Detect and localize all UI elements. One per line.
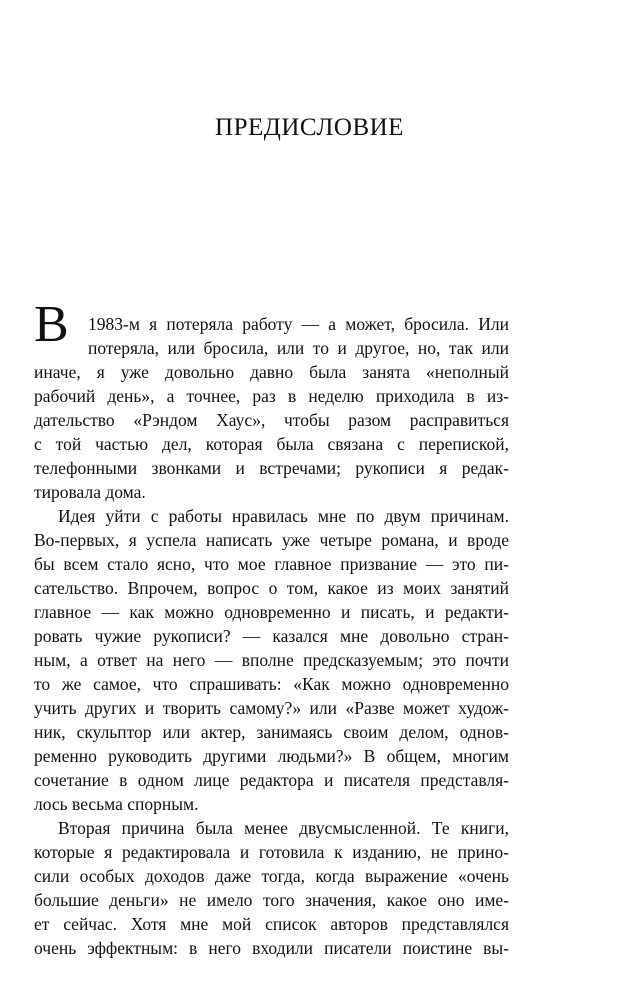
text-line: сочетание в одном лице редактора и писателя представля- <box>34 770 509 790</box>
text-line: главное — как можно одновременно и писать, и редакти- <box>34 602 509 622</box>
text-line: потеряла, или бросила, или то и другое, но, так или <box>88 338 509 358</box>
text-line: очень эффектным: в него входили писатели поистине вы- <box>34 938 509 958</box>
text-line: ник, скульптор или актер, занимаясь своим делом, однов- <box>34 722 509 742</box>
text-line: дательство «Рэндом Хаус», чтобы разом расправиться <box>34 410 509 430</box>
text-line: Идея уйти с работы нравилась мне по двум причинам. <box>58 506 509 526</box>
text-line: лось весьма спорным. <box>34 794 199 814</box>
text-line: с той частью дел, которая была связана с перепиской, <box>34 434 509 454</box>
text-line: бы всем стало ясно, что мое главное призвание — это пи- <box>34 554 509 574</box>
text-line: ременно руководить другими людьми?» В общем, многим <box>34 746 509 766</box>
text-line: которые я редактировала и готовила к изданию, не прино- <box>34 842 509 862</box>
text-line: то же самое, что спрашивать: «Как можно одновременно <box>34 674 509 694</box>
text-line: иначе, я уже довольно давно была занята «неполный <box>34 362 509 382</box>
text-line: Вторая причина была менее двусмысленной. Те книги, <box>58 818 509 838</box>
text-line: большие деньги» не имело того значения, какое оно име- <box>34 890 509 910</box>
text-line: ным, а ответ на него — вполне предсказуемым; это почти <box>34 650 509 670</box>
text-line: 1983-м я потеряла работу — а может, бросила. Или <box>88 314 509 334</box>
chapter-title: ПРЕДИСЛОВИЕ <box>215 114 404 141</box>
text-line: телефонными звонками и встречами; рукописи я редак- <box>34 458 509 478</box>
drop-cap: В <box>34 296 69 353</box>
text-line: сательство. Впрочем, вопрос о том, какое из моих занятий <box>34 578 509 598</box>
text-line: сили особых доходов даже тогда, когда выражение «очень <box>34 866 509 886</box>
text-line: рабочий день», а точнее, раз в неделю приходила в из- <box>34 386 509 406</box>
text-line: ровать чужие рукописи? — казался мне довольно стран- <box>34 626 509 646</box>
text-line: ет сейчас. Хотя мне мой список авторов представлялся <box>34 914 509 934</box>
text-line: учить других и творить самому?» или «Разве может худож- <box>34 698 509 718</box>
text-line: Во-первых, я успела написать уже четыре романа, и вроде <box>34 530 509 550</box>
text-line: тировала дома. <box>34 482 146 502</box>
